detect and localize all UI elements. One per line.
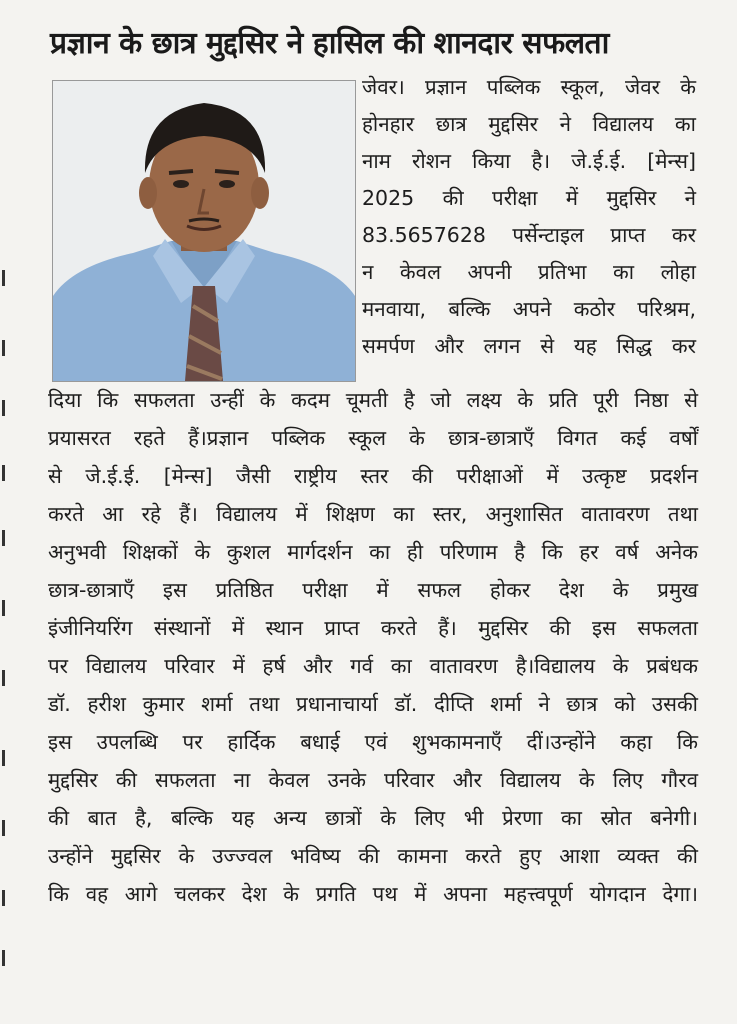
- student-photo: [52, 80, 356, 382]
- article-line: इंजीनियरिंग संस्थानों में स्थान प्राप्त करते हैं। मुद्दसिर की इस सफलता: [48, 616, 698, 640]
- article-line: होनहार छात्र मुद्दसिर ने विद्यालय का: [362, 112, 696, 136]
- article-line: जेवर। प्रज्ञान पब्लिक स्कूल, जेवर के: [362, 75, 696, 99]
- article-line: दिया कि सफलता उन्हीं के कदम चूमती है जो लक्ष्य के प्रति पूरी निष्ठा से: [48, 388, 698, 412]
- article-line: इस उपलब्धि पर हार्दिक बधाई एवं शुभकामनाएँ दीं।उन्होंने कहा कि: [48, 730, 698, 754]
- adjacent-column-edge: [0, 230, 12, 970]
- article-line: प्रयासरत रहते हैं।प्रज्ञान पब्लिक स्कूल के छात्र-छात्राएँ विगत कई वर्षों: [48, 426, 698, 450]
- article-line: मुद्दसिर की सफलता ना केवल उनके परिवार और विद्यालय के लिए गौरव: [48, 768, 698, 792]
- article-line: छात्र-छात्राएँ इस प्रतिष्ठित परीक्षा में सफल होकर देश के प्रमुख: [48, 578, 698, 602]
- article-line: की बात है, बल्कि यह अन्य छात्रों के लिए भी प्रेरणा का स्रोत बनेगी।: [48, 806, 698, 830]
- article-line: न केवल अपनी प्रतिभा का लोहा: [362, 260, 696, 284]
- article-line: नाम रोशन किया है। जे.ई.ई. [मेन्स]: [362, 149, 696, 173]
- article-line: मनवाया, बल्कि अपने कठोर परिश्रम,: [362, 297, 696, 321]
- article-line: कि वह आगे चलकर देश के प्रगति पथ में अपना महत्त्वपूर्ण योगदान देगा।: [48, 882, 698, 906]
- student-portrait-image: [53, 81, 355, 381]
- article-line: डॉ. हरीश कुमार शर्मा तथा प्रधानाचार्या डॉ. दीप्ति शर्मा ने छात्र को उसकी: [48, 692, 698, 716]
- article-line: अनुभवी शिक्षकों के कुशल मार्गदर्शन का ही परिणाम है कि हर वर्ष अनेक: [48, 540, 698, 564]
- headline: प्रज्ञान के छात्र मुद्दसिर ने हासिल की शानदार सफलता: [50, 26, 609, 61]
- article-line: करते आ रहे हैं। विद्यालय में शिक्षण का स्तर, अनुशासित वातावरण तथा: [48, 502, 698, 526]
- article-line: पर विद्यालय परिवार में हर्ष और गर्व का वातावरण है।विद्यालय के प्रबंधक: [48, 654, 698, 678]
- article-line: समर्पण और लगन से यह सिद्ध कर: [362, 334, 696, 358]
- article-line: 83.5657628 पर्सेन्टाइल प्राप्त कर: [362, 223, 696, 247]
- article-line: से जे.ई.ई. [मेन्स] जैसी राष्ट्रीय स्तर की परीक्षाओं में उत्कृष्ट प्रदर्शन: [48, 464, 698, 488]
- article-line: उन्होंने मुद्दसिर के उज्ज्वल भविष्य की कामना करते हुए आशा व्यक्त की: [48, 844, 698, 868]
- article-line: 2025 की परीक्षा में मुद्दसिर ने: [362, 186, 696, 210]
